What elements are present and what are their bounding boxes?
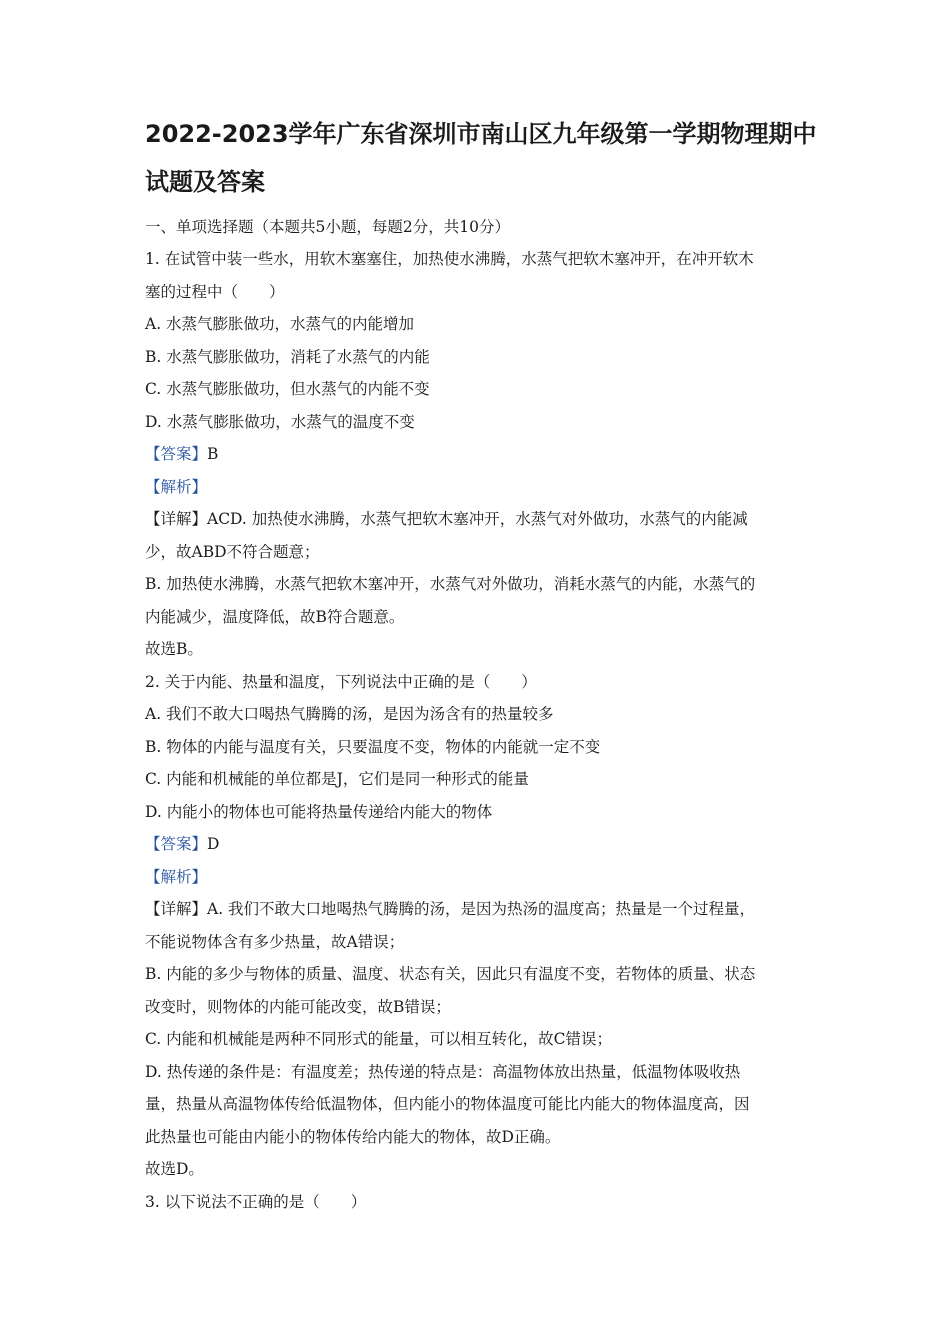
q2-detail-line6: D. 热传递的条件是：有温度差；热传递的特点是：高温物体放出热量，低温物体吸收热	[145, 1063, 741, 1081]
q1-option-c: C. 水蒸气膨胀做功，但水蒸气的内能不变	[145, 380, 430, 398]
q2-answer-value: D	[207, 835, 220, 853]
q2-detail-line3: B. 内能的多少与物体的质量、温度、状态有关，因此只有温度不变，若物体的质量、状态	[145, 965, 756, 983]
q1-detail-line1: 【详解】ACD. 加热使水沸腾，水蒸气把软木塞冲开，水蒸气对外做功，水蒸气的内能减	[145, 510, 748, 528]
document-title: 2022-2023学年广东省深圳市南山区九年级第一学期物理期中试题及答案	[145, 120, 817, 196]
section-header: 一、单项选择题（本题共5小题，每题2分，共10分）	[145, 218, 510, 236]
q1-stem-line2: 塞的过程中（ ）	[145, 283, 285, 301]
q2-detail-line1: 【详解】A. 我们不敢大口地喝热气腾腾的汤，是因为热汤的温度高；热量是一个过程量，	[145, 900, 756, 918]
q1-option-a: A. 水蒸气膨胀做功，水蒸气的内能增加	[145, 315, 415, 333]
q1-stem-line1: 1. 在试管中装一些水，用软木塞塞住，加热使水沸腾，水蒸气把软木塞冲开，在冲开软木	[145, 250, 754, 268]
q2-detail-line5: C. 内能和机械能是两种不同形式的能量，可以相互转化，故C错误；	[145, 1030, 613, 1048]
q2-option-a: A. 我们不敢大口喝热气腾腾的汤，是因为汤含有的热量较多	[145, 705, 554, 723]
q2-conclusion: 故选D。	[145, 1160, 204, 1178]
q2-analysis-tag: 【解析】	[145, 868, 208, 886]
q1-option-d: D. 水蒸气膨胀做功，水蒸气的温度不变	[145, 413, 415, 431]
q2-answer-tag: 【答案】	[145, 835, 208, 853]
q2-detail-line8: 此热量也可能由内能小的物体传给内能大的物体，故D正确。	[145, 1128, 561, 1146]
q1-answer-value: B	[207, 445, 219, 463]
q1-analysis-tag: 【解析】	[145, 478, 208, 496]
q2-answer	[145, 834, 219, 854]
q1-detail-line2: 少，故ABD不符合题意；	[145, 543, 320, 561]
q1-answer	[145, 444, 218, 464]
q2-stem: 2. 关于内能、热量和温度，下列说法中正确的是（ ）	[145, 673, 537, 691]
q1-conclusion: 故选B。	[145, 640, 203, 658]
q2-detail-line4: 改变时，则物体的内能可能改变，故B错误；	[145, 998, 451, 1016]
q1-option-b: B. 水蒸气膨胀做功，消耗了水蒸气的内能	[145, 348, 430, 366]
q2-detail-line7: 量，热量从高温物体传给低温物体，但内能小的物体温度可能比内能大的物体温度高，因	[145, 1095, 750, 1113]
q1-answer-tag: 【答案】	[145, 445, 208, 463]
q3-stem: 3. 以下说法不正确的是（ ）	[145, 1193, 367, 1211]
q2-option-d: D. 内能小的物体也可能将热量传递给内能大的物体	[145, 803, 493, 821]
q2-option-c: C. 内能和机械能的单位都是J，它们是同一种形式的能量	[145, 770, 529, 788]
q2-detail-line2: 不能说物体含有多少热量，故A错误；	[145, 933, 405, 951]
q1-detail-line4: 内能减少，温度降低，故B符合题意。	[145, 608, 405, 626]
q1-detail-line3: B. 加热使水沸腾，水蒸气把软木塞冲开，水蒸气对外做功，消耗水蒸气的内能，水蒸气的	[145, 575, 756, 593]
q2-option-b: B. 物体的内能与温度有关，只要温度不变，物体的内能就一定不变	[145, 738, 601, 756]
